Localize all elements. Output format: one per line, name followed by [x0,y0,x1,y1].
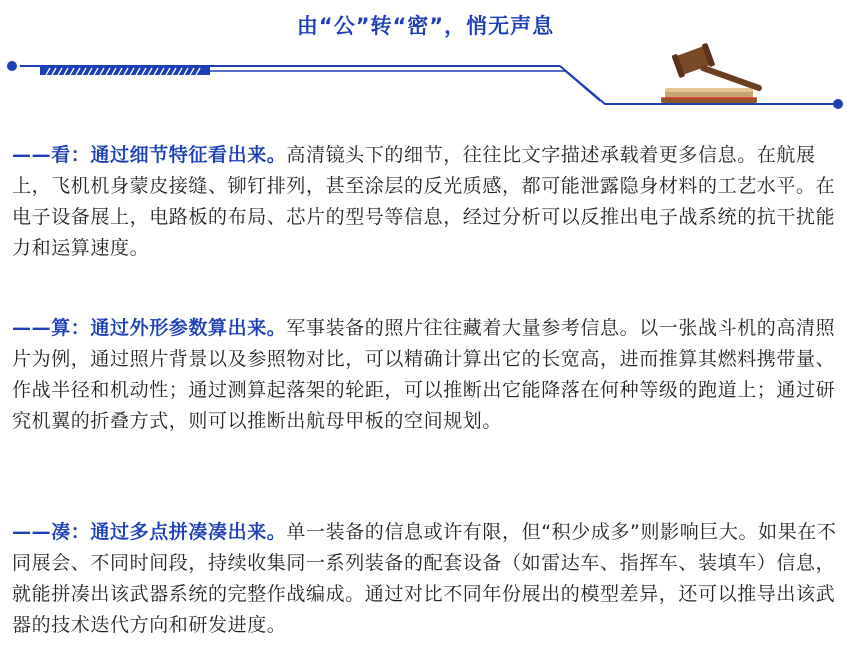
section-piece-lead: ——凑：通过多点拼凑凑出来。 [12,521,287,543]
section-look-body: 高清镜头下的细节，往往比文字描述承载着更多信息。在航展上，飞机机身蒙皮接缝、铆钉排列，甚至涂层的反光质感，都可能泄露隐身材料的工艺水平。在电子设备展上，电路板的布局、芯片的型号等信息，经过分析可以反推出电子战系统的抗干扰能力和运算速度。 [12,144,836,259]
section-look [12,140,840,264]
section-piece-body: 单一装备的信息或许有限，但“积少成多”则影响巨大。如果在不同展会、不同时间段，持续收集同一系列装备的配套设备（如雷达车、指挥车、装填车）信息，就能拼凑出该武器系统的完整作战编成。通过对比不同年份展出的模型差异，还可以推导出该武器的技术迭代方向和研发进度。 [12,521,837,636]
section-look-lead: ——看：通过细节特征看出来。 [12,144,287,166]
section-calc [12,313,840,437]
gavel-icon [655,40,770,104]
section-calc-lead: ——算：通过外形参数算出来。 [12,317,287,339]
section-calc-body: 军事装备的照片往往藏着大量参考信息。以一张战斗机的高清照片为例，通过照片背景以及参照物对比，可以精确计算出它的长宽高，进而推算其燃料携带量、作战半径和机动性；通过测算起落架的轮距，可以推断出它能降落在何种等级的跑道上；通过研究机翼的折叠方式，则可以推断出航母甲板的空间规划。 [12,317,836,432]
page-title: 由“公”转“密”，悄无声息 [296,14,555,38]
section-piece [12,517,840,641]
